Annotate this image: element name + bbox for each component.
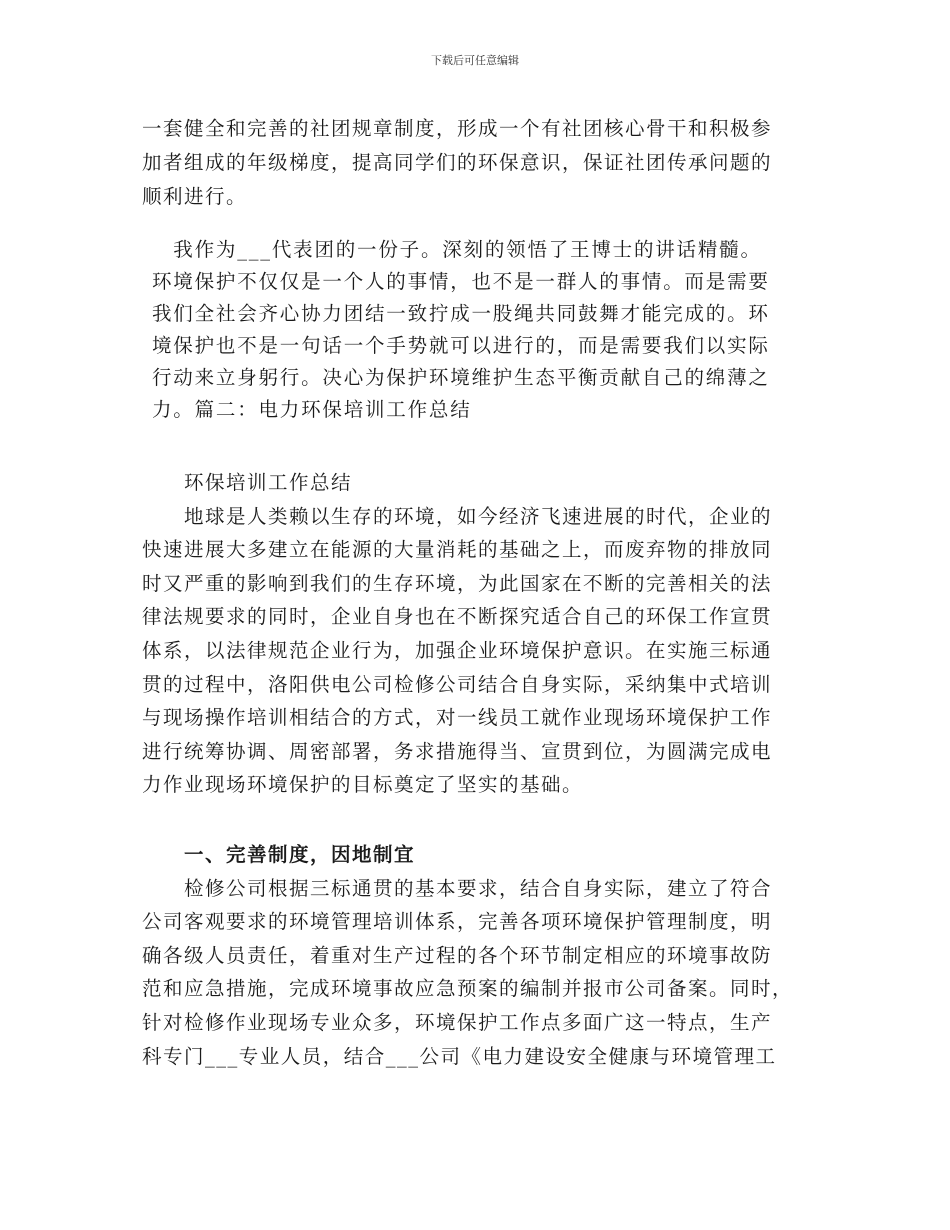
text-line: 顺利进行。: [142, 185, 248, 208]
text-line: 确各级人员责任，着重对生产过程的各个环节制定相应的环境事故防: [142, 943, 773, 967]
text-line: 针对检修作业现场专业众多，环境保护工作点多面广这一特点，生产: [142, 1010, 773, 1034]
text-line: 体系，以法律规范企业行为，加强企业环境保护意识。在实施三标通: [142, 638, 773, 662]
text-line: 与现场操作培训相结合的方式，对一线员工就作业现场环境保护工作: [142, 706, 773, 730]
paragraph-4: [142, 838, 810, 1073]
text-line: 范和应急措施，完成环境事故应急预案的编制并报市公司备案。同时，: [142, 977, 794, 1001]
text-line: 一套健全和完善的社团规章制度，形成一个有社团核心骨干和积极参: [142, 117, 773, 140]
text-line: 快速进展大多建立在能源的大量消耗的基础之上，而废弃物的排放同: [142, 538, 773, 562]
text-line: 地球是人类赖以生存的环境，如今经济飞速进展的时代，企业的: [142, 504, 773, 528]
paragraph-1: [142, 112, 810, 214]
page-header: 下载后可任意编辑: [431, 54, 519, 67]
text-line: 力作业现场环境保护的目标奠定了坚实的基础。: [142, 773, 584, 797]
text-line: 力。篇二：电力环保培训工作总结: [152, 398, 472, 421]
text-line: 时又严重的影响到我们的生存环境，为此国家在不断的完善相关的法: [142, 571, 773, 595]
text-line: 检修公司根据三标通贯的基本要求，结合自身实际，建立了符合: [142, 876, 773, 900]
text-line: 境保护也不是一句话一个手势就可以进行的，而是需要我们以实际: [152, 334, 770, 357]
text-line: 行动来立身躬行。决心为保护环境维护生态平衡贡献自己的绵薄之: [152, 366, 770, 389]
text-line: 科专门___专业人员，结合___公司《电力建设安全健康与环境管理工: [142, 1044, 777, 1068]
text-line: 律法规要求的同时，企业自身也在不断探究适合自己的环保工作宣贯: [142, 605, 773, 629]
paragraph-2: [152, 234, 812, 426]
text-line: 我作为___代表团的一份子。深刻的领悟了王博士的讲话精髓。: [152, 238, 762, 261]
text-line: 进行统筹协调、周密部署，务求措施得当、宣贯到位，为圆满完成电: [142, 739, 773, 763]
text-line: 贯的过程中，洛阳供电公司检修公司结合自身实际，采纳集中式培训: [142, 672, 773, 696]
text-line: 加者组成的年级梯度，提高同学们的环保意识，保证社团传承问题的: [142, 151, 773, 174]
text-line: 公司客观要求的环境管理培训体系，完善各项环境保护管理制度，明: [142, 910, 773, 934]
text-line: 环境保护不仅仅是一个人的事情，也不是一群人的事情。而是需要: [152, 270, 770, 293]
text-line: 我们全社会齐心协力团结一致拧成一股绳共同鼓舞才能完成的。环: [152, 302, 770, 325]
section-title: 环保培训工作总结: [142, 471, 353, 494]
section-heading: 一、完善制度，因地制宜: [142, 843, 416, 866]
paragraph-3: [142, 466, 810, 802]
